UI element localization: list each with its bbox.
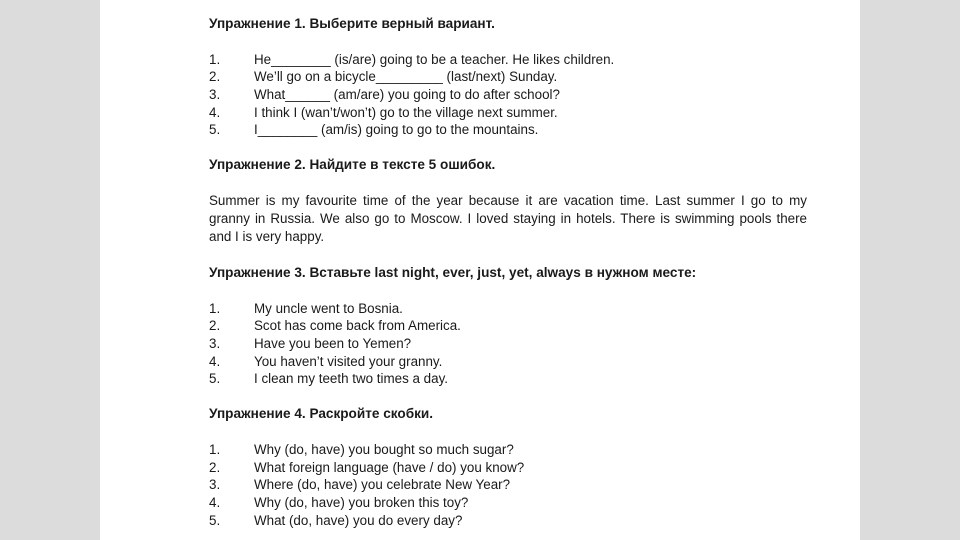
item-number: 4.: [209, 104, 221, 120]
item-text: What foreign language (have / do) you know?: [254, 459, 525, 475]
exercise-2-heading: Упражнение 2. Найдите в тексте 5 ошибок.: [209, 157, 496, 173]
item-text: Scot has come back from America.: [254, 318, 461, 334]
list-item: [209, 104, 807, 122]
list-item: [209, 459, 807, 477]
item-text: You haven’t visited your granny.: [254, 353, 443, 369]
item-number: 2.: [209, 459, 221, 475]
item-number: 3.: [209, 86, 221, 102]
item-text: We’ll go on a bicycle_________ (last/next) Sunday.: [254, 69, 558, 85]
exercise-4-list: [209, 441, 807, 529]
item-text: He________ (is/are) going to be a teacher. He likes children.: [254, 51, 615, 67]
item-text: Why (do, have) you bought so much sugar?: [254, 441, 514, 457]
item-number: 1.: [209, 441, 221, 457]
exercise-1-list: [209, 51, 807, 139]
list-item: [209, 317, 807, 335]
exercise-3-list: [209, 300, 807, 388]
list-item: [209, 441, 807, 459]
item-text: Have you been to Yemen?: [254, 335, 412, 351]
exercise-1-heading: Упражнение 1. Выберите верный вариант.: [209, 16, 495, 31]
exercise-4-heading: Упражнение 4. Раскройте скобки.: [209, 406, 434, 422]
document-page: [100, 0, 860, 540]
item-number: 4.: [209, 353, 221, 369]
item-text: My uncle went to Bosnia.: [254, 300, 403, 316]
item-number: 3.: [209, 477, 221, 493]
item-text: I think I (wan’t/won’t) go to the village next summer.: [254, 104, 558, 120]
list-item: [209, 353, 807, 371]
exercise-3-heading: Упражнение 3. Вставьте last night, ever, just, yet, always в нужном месте:: [209, 265, 697, 281]
list-item: [209, 300, 807, 318]
list-item: [209, 335, 807, 353]
item-text: I________ (am/is) going to go to the mountains.: [254, 122, 539, 138]
item-text: What______ (am/are) you going to do after school?: [254, 86, 560, 102]
item-number: 5.: [209, 512, 221, 528]
list-item: [209, 476, 807, 494]
item-number: 2.: [209, 318, 221, 334]
list-item: [209, 51, 807, 69]
item-number: 4.: [209, 495, 221, 511]
item-number: 2.: [209, 69, 221, 85]
item-text: Where (do, have) you celebrate New Year?: [254, 477, 511, 493]
list-item: [209, 512, 807, 530]
item-text: Why (do, have) you broken this toy?: [254, 495, 469, 511]
item-text: I clean my teeth two times a day.: [254, 371, 449, 387]
exercise-2-paragraph: Summer is my favourite time of the year because it are vacation time. Last summer I go to my granny in Russia. We also go to Moscow. I loved staying in hotels. There is swimming pools there and I is very happy.: [209, 192, 807, 245]
item-number: 1.: [209, 300, 221, 316]
item-number: 5.: [209, 122, 221, 138]
list-item: [209, 370, 807, 388]
list-item: [209, 86, 807, 104]
item-number: 3.: [209, 335, 221, 351]
item-number: 1.: [209, 51, 221, 67]
list-item: [209, 68, 807, 86]
document-content: [209, 15, 807, 529]
list-item: [209, 121, 807, 139]
item-text: What (do, have) you do every day?: [254, 512, 463, 528]
list-item: [209, 494, 807, 512]
item-number: 5.: [209, 371, 221, 387]
